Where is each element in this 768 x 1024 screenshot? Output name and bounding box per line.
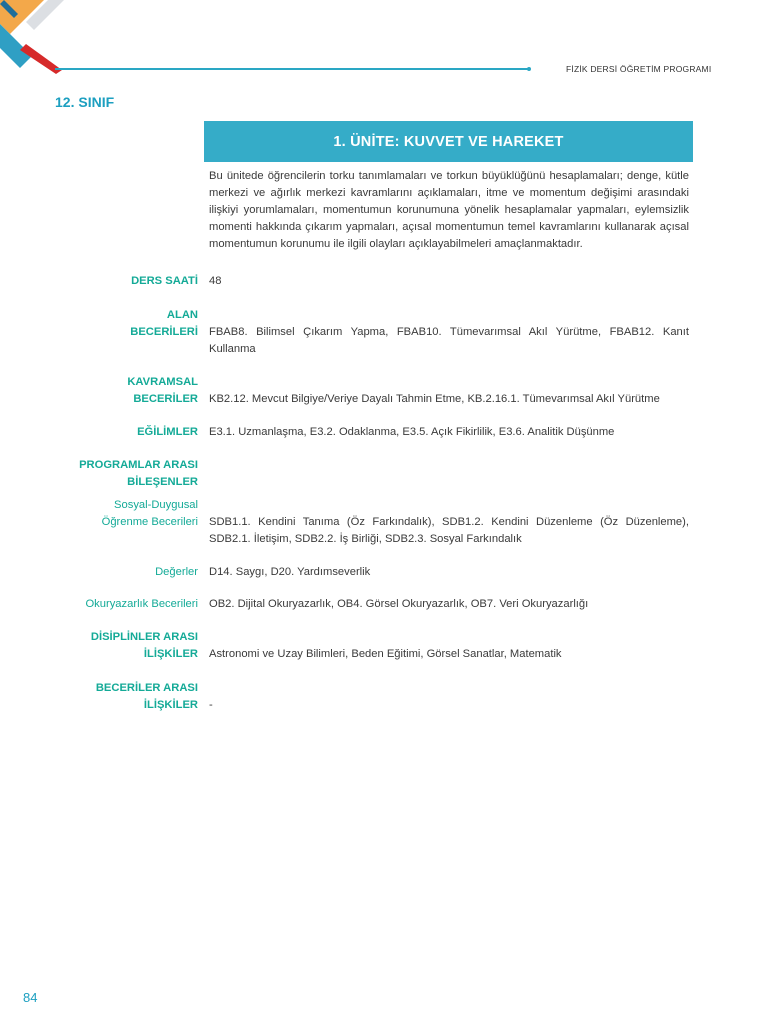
- page-number: 84: [23, 990, 38, 1005]
- value-sosyal-duygusal: SDB1.1. Kendini Tanıma (Öz Farkındalık), SDB1.2. Kendini Düzenleme (Öz Düzenleme), SDB2.1. İletişim, SDB2.2. İş Birliği, SDB2.3. Sosyal Farkındalık: [209, 516, 689, 545]
- value-disiplinler-arasi: Astronomi ve Uzay Bilimleri, Beden Eğitimi, Görsel Sanatlar, Matematik: [209, 648, 562, 660]
- label-line: ALAN: [166, 309, 198, 321]
- value-kavramsal-beceriler: KB2.12. Mevcut Bilgiye/Veriye Dayalı Tahmin Etme, KB.2.16.1. Tümevarımsal Akıl Yürütme: [209, 393, 660, 405]
- value-okuryazarlik: OB2. Dijital Okuryazarlık, OB4. Görsel Okuryazarlık, OB7. Veri Okuryazarlığı: [209, 598, 589, 610]
- label-line: BECERİLER ARASI: [95, 682, 198, 694]
- unit-description: Bu ünitede öğrencilerin torku tanımlamaları ve torkun büyüklüğünü hesaplamaları; denge, kütle merkezi ve ağırlık merkezi kavramlarını açıklamaları, itme ve momentum değişimi arasındaki ilişkiyi yorumlamaları, momentumun korunumuna yönelik hesaplamalar yapmaları, eylemsizlik momenti hakkında çıkarım yapmaları, açısal momentumun temel kavramlarını kullanarak açısal momentumun korunumu ile ilgili olayları açıklayabilmeleri amaçlanmaktadır.: [209, 170, 689, 250]
- label-degerler: Değerler: [155, 566, 198, 578]
- value-ders-saati: 48: [209, 275, 222, 287]
- label-alan-becerileri: [130, 307, 198, 341]
- label-beceriler-arasi: [96, 680, 198, 714]
- unit-title-banner: [204, 121, 693, 162]
- label-line: Öğrenme Becerileri: [101, 516, 198, 528]
- label-line: İLİŞKİLER: [143, 699, 198, 711]
- label-programlar-arasi-bilesenler: [79, 457, 198, 491]
- label-disiplinler-arasi: [91, 629, 198, 663]
- label-line: Sosyal-Duygusal: [114, 499, 198, 511]
- label-line: BECERİLER: [133, 393, 198, 405]
- label-line: İLİŞKİLER: [143, 648, 198, 660]
- program-title: FİZİK DERSİ ÖĞRETİM PROGRAMI: [566, 64, 712, 74]
- label-egilimler: EĞİLİMLER: [137, 426, 198, 438]
- label-line: KAVRAMSAL: [127, 376, 198, 388]
- label-okuryazarlik: Okuryazarlık Becerileri: [85, 598, 198, 610]
- value-beceriler-arasi: -: [209, 699, 213, 711]
- grade-heading: 12. SINIF: [55, 94, 115, 110]
- label-line: PROGRAMLAR ARASI: [79, 459, 198, 471]
- label-sosyal-duygusal: [102, 497, 198, 531]
- value-alan-becerileri: FBAB8. Bilimsel Çıkarım Yapma, FBAB10. Tümevarımsal Akıl Yürütme, FBAB12. Kanıt Kullanma: [209, 326, 689, 355]
- label-line: BECERİLERİ: [130, 326, 198, 338]
- header-rule: [55, 68, 529, 70]
- label-line: DİSİPLİNLER ARASI: [90, 631, 198, 643]
- value-egilimler: E3.1. Uzmanlaşma, E3.2. Odaklanma, E3.5. Açık Fikirlilik, E3.6. Analitik Düşünme: [209, 426, 615, 438]
- label-ders-saati: DERS SAATİ: [131, 275, 198, 287]
- unit-title: 1. ÜNİTE: KUVVET VE HAREKET: [333, 133, 564, 150]
- label-kavramsal-beceriler: [127, 374, 198, 408]
- header-rule-dot: [527, 67, 531, 71]
- label-line: BİLEŞENLER: [127, 476, 198, 488]
- value-degerler: D14. Saygı, D20. Yardımseverlik: [209, 566, 371, 578]
